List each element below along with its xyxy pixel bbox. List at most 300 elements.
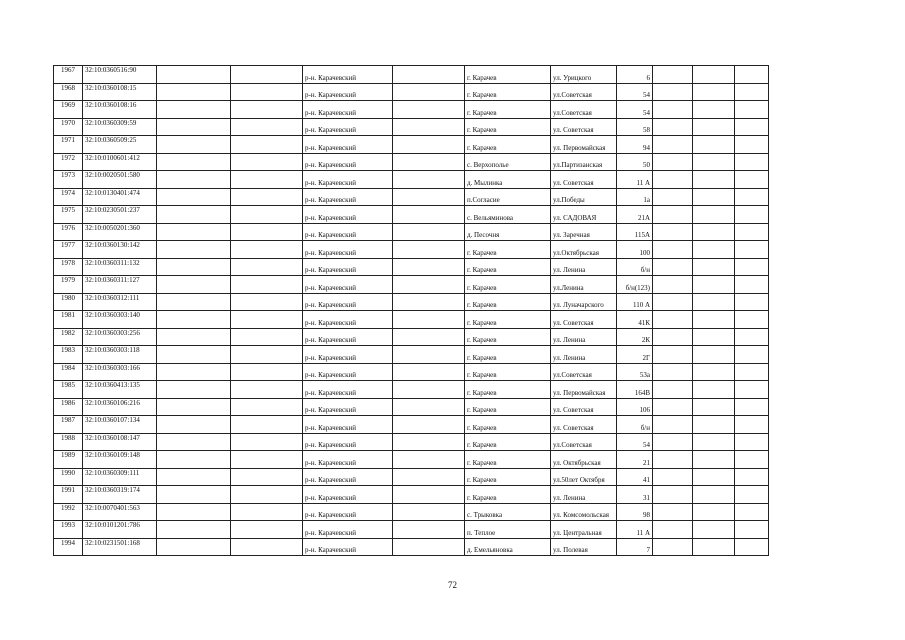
empty-cell [653, 363, 693, 381]
empty-cell [735, 293, 769, 311]
cadastral-number-cell: 32:10:0360109:148 [83, 451, 157, 469]
district-cell: р-н. Карачевский [303, 486, 393, 504]
table-row [54, 521, 769, 539]
house-number-cell: 115А [617, 223, 653, 241]
empty-cell [231, 433, 303, 451]
district-cell: р-н. Карачевский [303, 171, 393, 189]
table-row [54, 451, 769, 469]
empty-cell [693, 223, 735, 241]
empty-cell [393, 381, 465, 399]
empty-cell [735, 503, 769, 521]
empty-cell [231, 66, 303, 84]
district-cell: р-н. Карачевский [303, 241, 393, 259]
district-cell: р-н. Карачевский [303, 101, 393, 119]
empty-cell [653, 346, 693, 364]
empty-cell [653, 468, 693, 486]
empty-cell [735, 223, 769, 241]
row-number-cell: 1967 [54, 66, 83, 84]
empty-cell [157, 188, 231, 206]
empty-cell [653, 66, 693, 84]
house-number-cell: б/н(123) [617, 276, 653, 294]
cadastral-number-cell: 32:10:0360311:132 [83, 258, 157, 276]
row-number-cell: 1968 [54, 83, 83, 101]
district-cell: р-н. Карачевский [303, 328, 393, 346]
district-cell: р-н. Карачевский [303, 521, 393, 539]
empty-cell [693, 468, 735, 486]
empty-cell [393, 486, 465, 504]
empty-cell [231, 206, 303, 224]
settlement-cell: д. Мылинка [465, 171, 551, 189]
settlement-cell: г. Карачев [465, 398, 551, 416]
empty-cell [735, 521, 769, 539]
row-number-cell: 1988 [54, 433, 83, 451]
empty-cell [693, 381, 735, 399]
table-row [54, 136, 769, 154]
empty-cell [653, 223, 693, 241]
empty-cell [393, 223, 465, 241]
empty-cell [735, 206, 769, 224]
settlement-cell: г. Карачев [465, 101, 551, 119]
empty-cell [653, 433, 693, 451]
empty-cell [157, 153, 231, 171]
street-cell: ул.Октябрьская [551, 241, 617, 259]
empty-cell [393, 83, 465, 101]
cadastral-number-cell: 32:10:0360303:118 [83, 346, 157, 364]
cadastral-number-cell: 32:10:0360309:111 [83, 468, 157, 486]
street-cell: ул. Центральная [551, 521, 617, 539]
empty-cell [735, 468, 769, 486]
house-number-cell: 7 [617, 538, 653, 556]
empty-cell [393, 66, 465, 84]
district-cell: р-н. Карачевский [303, 293, 393, 311]
cadastral-number-cell: 32:10:0360108:147 [83, 433, 157, 451]
row-number-cell: 1981 [54, 311, 83, 329]
settlement-cell: г. Карачев [465, 328, 551, 346]
street-cell: ул.Победы [551, 188, 617, 206]
house-number-cell: 31 [617, 486, 653, 504]
row-number-cell: 1989 [54, 451, 83, 469]
house-number-cell: б/н [617, 416, 653, 434]
district-cell: р-н. Карачевский [303, 398, 393, 416]
empty-cell [735, 486, 769, 504]
empty-cell [231, 486, 303, 504]
settlement-cell: г. Карачев [465, 346, 551, 364]
empty-cell [693, 328, 735, 346]
house-number-cell: 1а [617, 188, 653, 206]
cadastral-number-cell: 32:10:0360319:174 [83, 486, 157, 504]
row-number-cell: 1974 [54, 188, 83, 206]
empty-cell [735, 276, 769, 294]
empty-cell [735, 258, 769, 276]
table-row [54, 83, 769, 101]
empty-cell [157, 311, 231, 329]
house-number-cell: 6 [617, 66, 653, 84]
empty-cell [735, 101, 769, 119]
row-number-cell: 1985 [54, 381, 83, 399]
registry-rows [54, 66, 769, 556]
street-cell: ул. Советская [551, 311, 617, 329]
table-row [54, 416, 769, 434]
district-cell: р-н. Карачевский [303, 433, 393, 451]
empty-cell [393, 451, 465, 469]
row-number-cell: 1986 [54, 398, 83, 416]
table-row [54, 293, 769, 311]
empty-cell [653, 451, 693, 469]
empty-cell [393, 241, 465, 259]
street-cell: ул.Советская [551, 433, 617, 451]
district-cell: р-н. Карачевский [303, 468, 393, 486]
empty-cell [653, 521, 693, 539]
street-cell: ул. Ленина [551, 328, 617, 346]
table-row [54, 328, 769, 346]
empty-cell [735, 346, 769, 364]
empty-cell [231, 136, 303, 154]
empty-cell [157, 451, 231, 469]
empty-cell [231, 538, 303, 556]
empty-cell [231, 346, 303, 364]
empty-cell [157, 538, 231, 556]
settlement-cell: г. Карачев [465, 486, 551, 504]
district-cell: р-н. Карачевский [303, 223, 393, 241]
cadastral-number-cell: 32:10:0130401:474 [83, 188, 157, 206]
district-cell: р-н. Карачевский [303, 118, 393, 136]
row-number-cell: 1972 [54, 153, 83, 171]
empty-cell [393, 398, 465, 416]
settlement-cell: г. Карачев [465, 118, 551, 136]
house-number-cell: 98 [617, 503, 653, 521]
empty-cell [693, 521, 735, 539]
district-cell: р-н. Карачевский [303, 416, 393, 434]
district-cell: р-н. Карачевский [303, 363, 393, 381]
house-number-cell: 50 [617, 153, 653, 171]
empty-cell [735, 311, 769, 329]
empty-cell [735, 153, 769, 171]
empty-cell [693, 66, 735, 84]
row-number-cell: 1992 [54, 503, 83, 521]
table-row [54, 188, 769, 206]
empty-cell [393, 346, 465, 364]
row-number-cell: 1979 [54, 276, 83, 294]
empty-cell [693, 276, 735, 294]
table-row [54, 258, 769, 276]
district-cell: р-н. Карачевский [303, 206, 393, 224]
empty-cell [231, 381, 303, 399]
house-number-cell: 41 [617, 468, 653, 486]
empty-cell [735, 451, 769, 469]
settlement-cell: г. Карачев [465, 83, 551, 101]
settlement-cell: г. Карачев [465, 363, 551, 381]
empty-cell [393, 311, 465, 329]
empty-cell [157, 206, 231, 224]
table-row [54, 381, 769, 399]
street-cell: ул.Ленина [551, 276, 617, 294]
street-cell: ул.50лет Октября [551, 468, 617, 486]
cadastral-number-cell: 32:10:0360106:216 [83, 398, 157, 416]
empty-cell [653, 101, 693, 119]
district-cell: р-н. Карачевский [303, 503, 393, 521]
empty-cell [157, 363, 231, 381]
row-number-cell: 1994 [54, 538, 83, 556]
empty-cell [693, 101, 735, 119]
empty-cell [735, 538, 769, 556]
empty-cell [693, 398, 735, 416]
table-row [54, 363, 769, 381]
empty-cell [653, 258, 693, 276]
table-row [54, 171, 769, 189]
settlement-cell: г. Карачев [465, 276, 551, 294]
district-cell: р-н. Карачевский [303, 188, 393, 206]
empty-cell [157, 136, 231, 154]
settlement-cell: г. Карачев [465, 258, 551, 276]
house-number-cell: 41К [617, 311, 653, 329]
row-number-cell: 1982 [54, 328, 83, 346]
empty-cell [735, 381, 769, 399]
house-number-cell: 21 [617, 451, 653, 469]
empty-cell [157, 258, 231, 276]
row-number-cell: 1978 [54, 258, 83, 276]
empty-cell [393, 433, 465, 451]
house-number-cell: 110 А [617, 293, 653, 311]
row-number-cell: 1976 [54, 223, 83, 241]
row-number-cell: 1973 [54, 171, 83, 189]
empty-cell [735, 118, 769, 136]
empty-cell [157, 118, 231, 136]
row-number-cell: 1977 [54, 241, 83, 259]
empty-cell [693, 153, 735, 171]
cadastral-number-cell: 32:10:0070401:563 [83, 503, 157, 521]
street-cell: ул. Первомайская [551, 381, 617, 399]
row-number-cell: 1990 [54, 468, 83, 486]
district-cell: р-н. Карачевский [303, 66, 393, 84]
empty-cell [231, 258, 303, 276]
page-number: 72 [448, 580, 457, 590]
empty-cell [393, 171, 465, 189]
settlement-cell: г. Карачев [465, 416, 551, 434]
empty-cell [653, 293, 693, 311]
house-number-cell: 2Г [617, 346, 653, 364]
settlement-cell: г. Карачев [465, 433, 551, 451]
cadastral-number-cell: 32:10:0230501:237 [83, 206, 157, 224]
street-cell: ул. Советская [551, 416, 617, 434]
empty-cell [231, 311, 303, 329]
cadastral-number-cell: 32:10:0360130:142 [83, 241, 157, 259]
district-cell: р-н. Карачевский [303, 538, 393, 556]
empty-cell [393, 416, 465, 434]
empty-cell [231, 468, 303, 486]
empty-cell [231, 223, 303, 241]
empty-cell [735, 188, 769, 206]
empty-cell [231, 416, 303, 434]
settlement-cell: г. Карачев [465, 381, 551, 399]
table-row [54, 468, 769, 486]
settlement-cell: г. Карачев [465, 451, 551, 469]
house-number-cell: 106 [617, 398, 653, 416]
settlement-cell: г. Карачев [465, 66, 551, 84]
empty-cell [393, 206, 465, 224]
street-cell: ул. Ленина [551, 486, 617, 504]
row-number-cell: 1983 [54, 346, 83, 364]
empty-cell [693, 311, 735, 329]
street-cell: ул. Советская [551, 171, 617, 189]
empty-cell [157, 521, 231, 539]
empty-cell [157, 83, 231, 101]
empty-cell [653, 328, 693, 346]
empty-cell [157, 223, 231, 241]
empty-cell [653, 276, 693, 294]
house-number-cell: 21А [617, 206, 653, 224]
empty-cell [157, 241, 231, 259]
cadastral-number-cell: 32:10:0360107:134 [83, 416, 157, 434]
empty-cell [735, 83, 769, 101]
empty-cell [393, 293, 465, 311]
row-number-cell: 1980 [54, 293, 83, 311]
empty-cell [735, 66, 769, 84]
cadastral-number-cell: 32:10:0360516:90 [83, 66, 157, 84]
table-row [54, 66, 769, 84]
empty-cell [693, 363, 735, 381]
empty-cell [393, 538, 465, 556]
empty-cell [735, 416, 769, 434]
row-number-cell: 1993 [54, 521, 83, 539]
empty-cell [231, 171, 303, 189]
empty-cell [231, 451, 303, 469]
empty-cell [653, 83, 693, 101]
empty-cell [157, 433, 231, 451]
street-cell: ул. Первомайская [551, 136, 617, 154]
row-number-cell: 1987 [54, 416, 83, 434]
empty-cell [231, 503, 303, 521]
empty-cell [693, 433, 735, 451]
empty-cell [693, 538, 735, 556]
settlement-cell: г. Карачев [465, 293, 551, 311]
district-cell: р-н. Карачевский [303, 346, 393, 364]
street-cell: ул. Октябрьская [551, 451, 617, 469]
empty-cell [653, 241, 693, 259]
cadastral-number-cell: 32:10:0360309:59 [83, 118, 157, 136]
empty-cell [157, 486, 231, 504]
empty-cell [231, 241, 303, 259]
empty-cell [157, 398, 231, 416]
cadastral-number-cell: 32:10:0100601:412 [83, 153, 157, 171]
cadastral-number-cell: 32:10:0360303:140 [83, 311, 157, 329]
settlement-cell: п.Согласие [465, 188, 551, 206]
empty-cell [231, 276, 303, 294]
settlement-cell: г. Карачев [465, 136, 551, 154]
district-cell: р-н. Карачевский [303, 136, 393, 154]
row-number-cell: 1971 [54, 136, 83, 154]
empty-cell [231, 101, 303, 119]
empty-cell [653, 188, 693, 206]
table-row [54, 223, 769, 241]
empty-cell [393, 328, 465, 346]
street-cell: ул. Заречная [551, 223, 617, 241]
empty-cell [157, 468, 231, 486]
house-number-cell: 58 [617, 118, 653, 136]
empty-cell [735, 171, 769, 189]
cadastral-number-cell: 32:10:0360311:127 [83, 276, 157, 294]
row-number-cell: 1984 [54, 363, 83, 381]
empty-cell [653, 538, 693, 556]
house-number-cell: 100 [617, 241, 653, 259]
cadastral-number-cell: 32:10:0360303:166 [83, 363, 157, 381]
empty-cell [231, 328, 303, 346]
street-cell: ул. Ленина [551, 258, 617, 276]
cadastral-number-cell: 32:10:0360413:135 [83, 381, 157, 399]
street-cell: ул. Луначарского [551, 293, 617, 311]
empty-cell [653, 503, 693, 521]
empty-cell [231, 83, 303, 101]
empty-cell [693, 118, 735, 136]
empty-cell [157, 171, 231, 189]
cadastral-number-cell: 32:10:0360108:16 [83, 101, 157, 119]
street-cell: ул.Советская [551, 363, 617, 381]
empty-cell [231, 293, 303, 311]
empty-cell [157, 503, 231, 521]
empty-cell [393, 136, 465, 154]
house-number-cell: 54 [617, 83, 653, 101]
empty-cell [693, 206, 735, 224]
table-row [54, 486, 769, 504]
settlement-cell: г. Карачев [465, 241, 551, 259]
empty-cell [653, 206, 693, 224]
empty-cell [693, 503, 735, 521]
table-row [54, 538, 769, 556]
empty-cell [693, 451, 735, 469]
empty-cell [157, 346, 231, 364]
cadastral-number-cell: 32:10:0360509:25 [83, 136, 157, 154]
empty-cell [653, 118, 693, 136]
empty-cell [231, 363, 303, 381]
empty-cell [735, 328, 769, 346]
empty-cell [693, 171, 735, 189]
row-number-cell: 1969 [54, 101, 83, 119]
cadastral-number-cell: 32:10:0020501:580 [83, 171, 157, 189]
table-row [54, 311, 769, 329]
street-cell: ул. Урицкого [551, 66, 617, 84]
empty-cell [693, 346, 735, 364]
settlement-cell: с. Вельяминова [465, 206, 551, 224]
empty-cell [653, 136, 693, 154]
empty-cell [735, 433, 769, 451]
settlement-cell: п. Теплое [465, 521, 551, 539]
table-row [54, 118, 769, 136]
empty-cell [653, 416, 693, 434]
empty-cell [231, 188, 303, 206]
empty-cell [653, 311, 693, 329]
street-cell: ул. САДОВАЯ [551, 206, 617, 224]
empty-cell [735, 363, 769, 381]
table-row [54, 503, 769, 521]
empty-cell [157, 276, 231, 294]
table-row [54, 276, 769, 294]
empty-cell [693, 258, 735, 276]
table-row [54, 206, 769, 224]
empty-cell [393, 521, 465, 539]
cadastral-number-cell: 32:10:0360303:256 [83, 328, 157, 346]
street-cell: ул.Советская [551, 101, 617, 119]
table-row [54, 346, 769, 364]
row-number-cell: 1970 [54, 118, 83, 136]
empty-cell [393, 276, 465, 294]
empty-cell [231, 398, 303, 416]
house-number-cell: 11 А [617, 521, 653, 539]
cadastral-number-cell: 32:10:0360312:111 [83, 293, 157, 311]
registry-sheet [53, 65, 768, 556]
empty-cell [231, 153, 303, 171]
street-cell: ул. Советская [551, 398, 617, 416]
empty-cell [157, 416, 231, 434]
cadastral-number-cell: 32:10:0050201:360 [83, 223, 157, 241]
